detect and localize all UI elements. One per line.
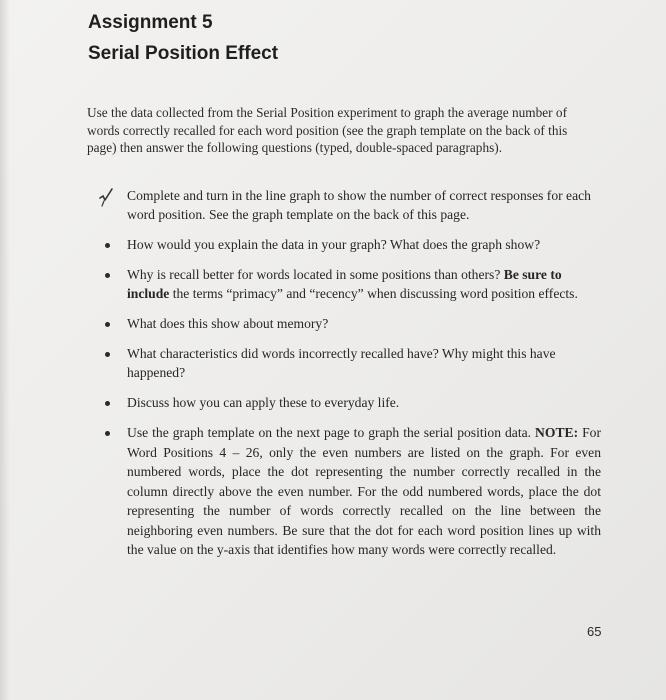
list-item-text: Complete and turn in the line graph to show the number of correct responses for each word position. See the graph template on the back of this page. (127, 188, 591, 222)
list-item-text (127, 425, 601, 557)
assignment-title: Assignment 5 (88, 12, 213, 33)
bullet-dot-icon (105, 352, 110, 357)
list-item (127, 235, 601, 254)
list-item-text-part: the terms “primacy” and “recency” when discussing word position effects. (169, 286, 578, 301)
bullet-dot-icon (105, 401, 110, 406)
check-mark-icon (97, 187, 115, 207)
intro-paragraph: Use the data collected from the Serial Position experiment to graph the average number of words correctly recalled for each word position (see the graph template on the back of this page) then answer the following questions (typed, double-spaced paragraphs). (87, 105, 568, 155)
list-item-text: Discuss how you can apply these to everyday life. (127, 395, 400, 410)
list-item (127, 344, 601, 382)
list-item-text (127, 267, 578, 301)
bullet-dot-icon (105, 243, 110, 248)
emphasis-text: NOTE: (535, 425, 579, 440)
list-item (127, 265, 601, 303)
page-edge-shadow (0, 0, 10, 700)
list-item-text-part: Why is recall better for words located in some positions than others? (127, 267, 504, 282)
bullet-dot-icon (105, 431, 110, 436)
list-item (127, 423, 601, 560)
instruction-list (127, 186, 601, 571)
bullet-dot-icon (105, 273, 110, 278)
list-item-text: How would you explain the data in your graph? What does the graph show? (127, 237, 541, 252)
bullet-dot-icon (105, 322, 110, 327)
list-item-text: What does this show about memory? (127, 316, 329, 331)
list-item-text-part: Use the graph template on the next page to graph the serial position data. (127, 425, 536, 440)
list-item-text-part: For Word Positions 4 – 26, only the even numbers are listed on the graph. For even numbered words, place the dot representing the number correctly recalled in the column directly above the even number. For the odd numbered words, place the dot representing the number of words correctly recalled on the line between the neighboring even numbers. Be sure that the dot for each word position lines up with the value on the y-axis that identifies how many words were correctly recalled. (127, 425, 601, 557)
assignment-subtitle: Serial Position Effect (88, 43, 279, 64)
list-item (127, 314, 601, 333)
list-item (127, 393, 601, 412)
list-item (127, 186, 601, 224)
page-number: 65 (587, 624, 602, 639)
list-item-text: What characteristics did words incorrectly recalled have? Why might this have happened? (127, 346, 556, 380)
emphasis-text: Be sure to include (127, 267, 562, 301)
